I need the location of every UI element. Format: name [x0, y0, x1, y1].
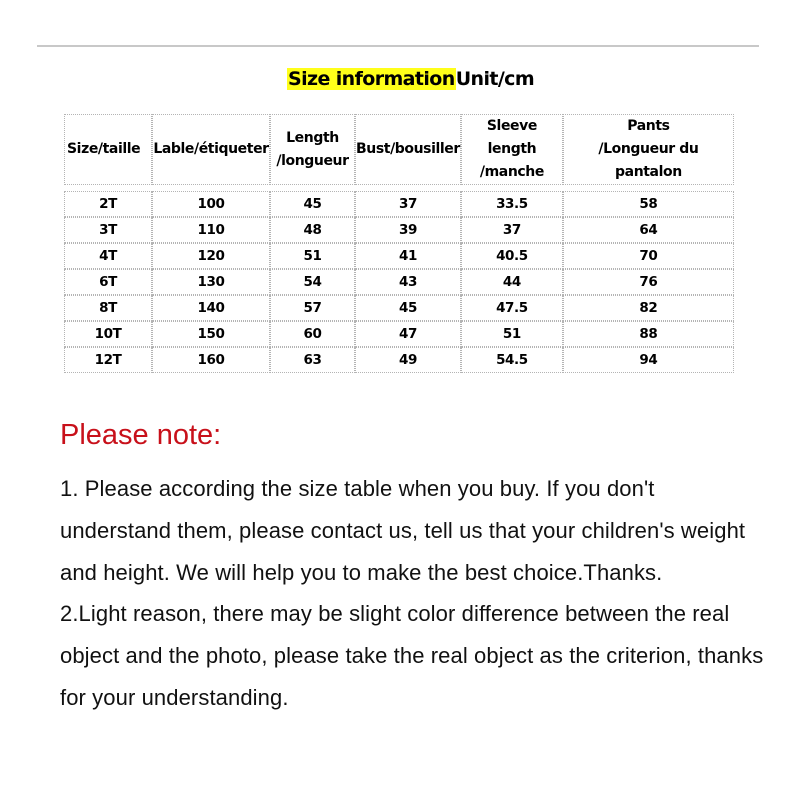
cell-length: 57 — [270, 295, 355, 321]
header-label: Lable/étiqueter — [152, 114, 270, 185]
cell-length: 54 — [270, 269, 355, 295]
table-row — [64, 243, 734, 269]
cell-label: 110 — [152, 217, 270, 243]
cell-length: 51 — [270, 243, 355, 269]
header-size: Size/taille — [64, 114, 152, 185]
cell-bust: 43 — [355, 269, 461, 295]
table-row — [64, 191, 734, 217]
cell-size: 3T — [64, 217, 152, 243]
cell-label: 100 — [152, 191, 270, 217]
cell-sleeve: 40.5 — [461, 243, 563, 269]
cell-sleeve: 37 — [461, 217, 563, 243]
cell-pants: 58 — [563, 191, 734, 217]
top-divider — [37, 45, 759, 47]
cell-bust: 47 — [355, 321, 461, 347]
please-note-heading: Please note: — [60, 419, 222, 451]
cell-pants: 64 — [563, 217, 734, 243]
cell-length: 63 — [270, 347, 355, 373]
table-row — [64, 347, 734, 373]
cell-pants: 76 — [563, 269, 734, 295]
cell-label: 130 — [152, 269, 270, 295]
note-item-2: 2.Light reason, there may be slight color difference between the real object and the photo, please take the real object as the criterion, thanks for your understanding. — [60, 601, 764, 710]
cell-bust: 45 — [355, 295, 461, 321]
size-info-title — [287, 66, 534, 92]
cell-label: 150 — [152, 321, 270, 347]
cell-size: 12T — [64, 347, 152, 373]
cell-label: 140 — [152, 295, 270, 321]
cell-sleeve: 54.5 — [461, 347, 563, 373]
cell-pants: 70 — [563, 243, 734, 269]
note-body — [60, 468, 765, 719]
cell-size: 8T — [64, 295, 152, 321]
table-row — [64, 321, 734, 347]
cell-size: 4T — [64, 243, 152, 269]
cell-size: 10T — [64, 321, 152, 347]
table-row — [64, 217, 734, 243]
cell-sleeve: 47.5 — [461, 295, 563, 321]
table-row — [64, 269, 734, 295]
cell-pants: 88 — [563, 321, 734, 347]
table-row — [64, 295, 734, 321]
cell-bust: 49 — [355, 347, 461, 373]
cell-sleeve: 51 — [461, 321, 563, 347]
cell-size: 6T — [64, 269, 152, 295]
cell-size: 2T — [64, 191, 152, 217]
header-bust: Bust/bousiller — [355, 114, 461, 185]
cell-length: 60 — [270, 321, 355, 347]
cell-length: 48 — [270, 217, 355, 243]
cell-bust: 41 — [355, 243, 461, 269]
size-table — [64, 114, 734, 373]
cell-bust: 39 — [355, 217, 461, 243]
header-sleeve: Sleeve length /manche — [461, 114, 563, 185]
cell-bust: 37 — [355, 191, 461, 217]
cell-pants: 82 — [563, 295, 734, 321]
title-unit: Unit/cm — [455, 68, 535, 90]
header-pants: Pants /Longueur du pantalon — [563, 114, 734, 185]
note-item-1: 1. Please according the size table when you buy. If you don't understand them, please contact us, tell us that your children's weight and height. We will help you to make the best choice.Thanks. — [60, 476, 746, 585]
title-highlight: Size information — [288, 68, 455, 90]
cell-label: 120 — [152, 243, 270, 269]
cell-length: 45 — [270, 191, 355, 217]
cell-sleeve: 44 — [461, 269, 563, 295]
cell-sleeve: 33.5 — [461, 191, 563, 217]
cell-label: 160 — [152, 347, 270, 373]
table-header-row — [64, 114, 734, 185]
header-length: Length /longueur — [270, 114, 355, 185]
cell-pants: 94 — [563, 347, 734, 373]
